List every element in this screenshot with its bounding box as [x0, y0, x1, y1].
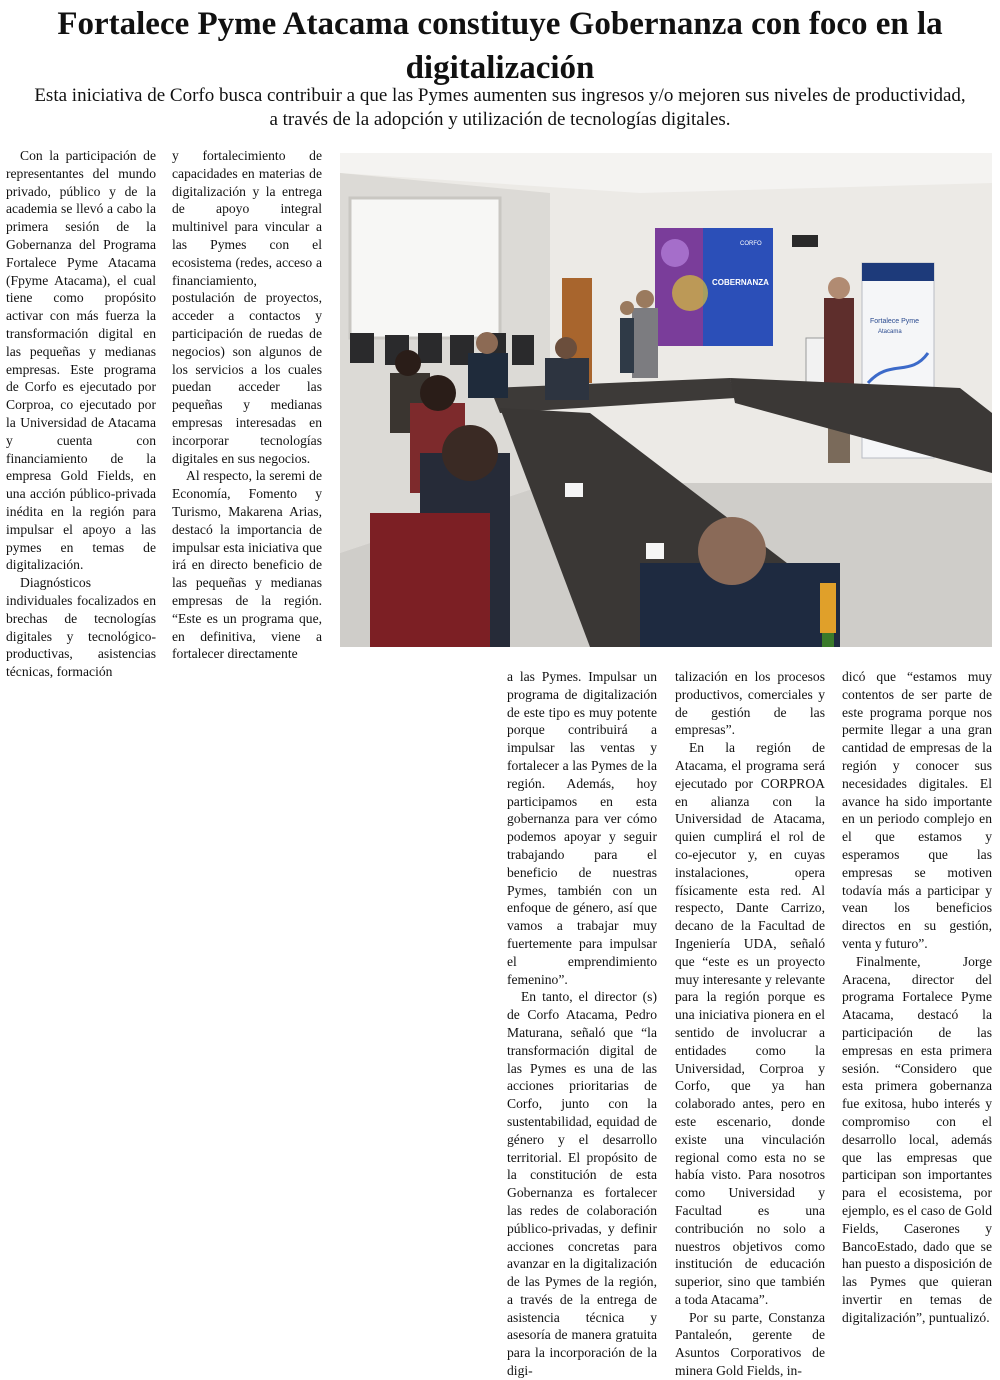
paragraph: y fortalecimiento de capacidades en materias de digitalización y la entrega de apoyo integral multinivel para vincular a las Pymes con el ecosistema (redes, acceso a financiamiento, postulación de proyectos, acceder a contactos y participación de ruedas de negocios) son algunos de los servicios a los cuales puedan acceder las pequeñas y medianas empresas interesadas en incorporar tecnologías digitales en sus negocios.: [172, 148, 322, 466]
article-headline: Fortalece Pyme Atacama constituye Gobernanza con foco en la digitalización: [57, 6, 943, 86]
paragraph: En tanto, el director (s) de Corfo Atacama, Pedro Maturana, señaló que “la transformación digital de las Pymes es una de las acciones prioritarias de Corfo, junto con la sustentabilidad, equidad de género y el desarrollo territorial. El propósito de la constitución de esta Gobernanza es fortalecer las redes de colaboración público-privadas, y definir acciones concretas para avanzar en la digitalización de las Pymes de la región, a través de la entrega de asistencia técnica y asesoría de manera gratuita para la incorporación de la digi-: [507, 989, 657, 1379]
paragraph: En la región de Atacama, el programa será ejecutado por CORPROA en alianza con la Universidad de Atacama, quien cumplirá el rol de co-ejecutor y, en cuyas instalaciones, opera físicamente esta red. Al respecto, Dante Carrizo, decano de la Facultad de Ingeniería UDA, señaló que “este es un proyecto muy interesante y relevante para la región porque es una iniciativa pionera en el sentido de involucrar a entidades como la Universidad, Corproa y Corfo, que ya han colaborado antes, pero en este escenario, donde existe una vinculación regional como esta no se había visto. Para nosotros como Universidad y Facultad es una contribución no solo a nuestros objetivos como institución de educación superior, sino que también a toda Atacama”.: [675, 740, 825, 1307]
article-column-3: [507, 668, 657, 1380]
paragraph: a las Pymes. Impulsar un programa de digitalización de este tipo es muy potente porque contribuirá a impulsar las ventas y fortalecer a las Pymes de la región. Además, hoy participamos en esta gobernanza para ver cómo podemos apoyar y seguir trabajando para el beneficio de nuestras Pymes, también con un enfoque de género, así que vamos a trabajar muy fuertemente para impulsar el emprendimiento femenino”.: [507, 669, 657, 987]
svg-text:Atacama: Atacama: [878, 329, 902, 335]
slide-title: COBERNANZA: [712, 278, 769, 287]
projection-slide: [655, 228, 773, 346]
slide-logo: CORFO: [740, 241, 762, 247]
article-column-5: [842, 668, 992, 1326]
article-deck: Esta iniciativa de Corfo busca contribuir a que las Pymes aumenten sus ingresos y/o mejoren sus niveles de productividad, a través de la adopción y utilización de tecnologías digitales.: [34, 85, 966, 130]
article-column-1: [6, 147, 156, 681]
article-column-2: [172, 147, 322, 663]
paragraph: dicó que “estamos muy contentos de ser parte de este programa porque nos permite llegar a una gran cantidad de empresas de la región y conocer sus necesidades digitales. El avance ha sido importante en un periodo complejo en el que estamos y esperamos que las empresas se motiven todavía más a participar y vean los beneficios directos en su gestión, venta y futuro”.: [842, 669, 992, 951]
paragraph: Diagnósticos individuales focalizados en brechas de tecnologías digitales y tecnológico-productivas, asistencias técnicas, formación: [6, 575, 156, 680]
paragraph: Finalmente, Jorge Aracena, director del programa Fortalece Pyme Atacama, destacó la participación de las empresas en esta primera sesión. “Considero que esta primera gobernanza fue exitosa, hubo interés y compromiso con el desarrollo local, además que las empresas que participan son importantes para el ecosistema, por ejemplo, es el caso de Gold Fields, Caserones y BancoEstado, dado que se han puesto a disposición de las Pymes que quieran invertir en temas de digitalización”, puntualizó.: [842, 953, 992, 1325]
paragraph: Con la participación de representantes del mundo privado, público y de la academia se llevó a cabo la primera sesión de la Gobernanza del Programa Fortalece Pyme Atacama (Fpyme Atacama), el cual tiene como propósito activar con más fuerza la transformación digital en las pequeñas y medianas empresas. Este programa de Corfo es ejecutado por Corproa, co ejecutado por la Universidad de Atacama y cuenta con financiamiento de la empresa Gold Fields, en una acción público-privada inédita en la región para impulsar el apoyo a las pymes en temas de digitalización.: [6, 148, 156, 573]
paragraph: Por su parte, Constanza Pantaleón, gerente de Asuntos Corporativos de minera Gold Fields, in-: [675, 1309, 825, 1379]
paragraph: Al respecto, la seremi de Economía, Fomento y Turismo, Makarena Arias, destacó la importancia de impulsar esta iniciativa que irá en directo beneficio de las pequeñas y medianas empresas de la región. “Este es un programa que, en definitiva, viene a fortalecer directamente: [172, 468, 322, 662]
article-column-4: [675, 668, 825, 1380]
svg-text:Fortalece Pyme: Fortalece Pyme: [870, 318, 920, 325]
meeting-photo: [340, 153, 992, 647]
paragraph: talización en los procesos productivos, comerciales y de gestión de las empresas”.: [675, 669, 825, 738]
